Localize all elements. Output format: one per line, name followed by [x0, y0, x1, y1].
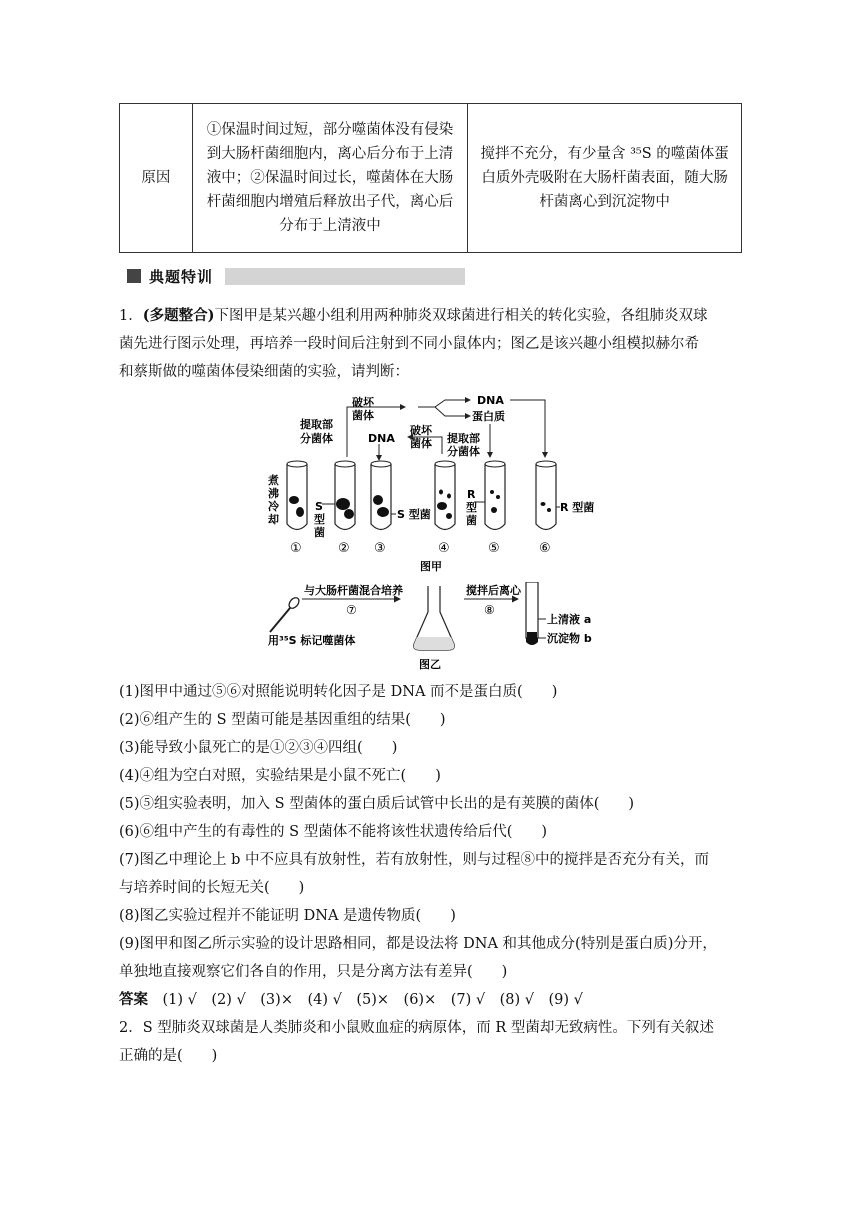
- tube-number-6: ⑥: [539, 541, 551, 556]
- label-r-type: R 型菌: [560, 501, 595, 514]
- step-8-num: ⑧: [484, 603, 495, 617]
- cause-table: [119, 103, 742, 253]
- label-sediment: 沉淀物 b: [547, 632, 592, 645]
- cell-line: 杆菌细胞内增殖后释放出子代，离心后: [206, 194, 454, 210]
- statement-8: (8)图乙实验过程并不能证明 DNA 是遗传物质( ): [119, 908, 456, 924]
- tube-number-5: ⑤: [488, 541, 500, 556]
- label-destroy-2: 破坏: [410, 424, 432, 437]
- flask-icon: [414, 586, 455, 650]
- q1-text: 和蔡斯做的噬菌体侵染细菌的实验，请判断：: [119, 364, 409, 380]
- tube-number-1: ①: [290, 541, 302, 556]
- tube-2: [335, 461, 355, 530]
- cell-line: 搅拌不充分，有少量含 ³⁵S 的噬菌体蛋: [480, 146, 729, 162]
- label-extract-2: 提取部: [447, 432, 480, 445]
- label-extract-2b: 分菌体: [447, 445, 480, 458]
- statement-1: (1)图甲中通过⑤⑥对照能说明转化因子是 DNA 而不是蛋白质( ): [119, 684, 558, 700]
- figure-jia: [260, 392, 600, 572]
- tube-4: [435, 461, 455, 530]
- label-dna-mid: DNA: [368, 432, 395, 445]
- step-8-label: 搅拌后离心: [466, 584, 521, 597]
- row-label: 原因: [120, 104, 193, 253]
- tube-number-2: ②: [338, 541, 350, 556]
- label-supernatant: 上清液 a: [547, 613, 592, 626]
- cell-line: 到大肠杆菌细胞内，离心后分布于上清: [206, 146, 454, 162]
- q1-text: 菌先进行图示处理，再培养一段时间后注射到不同小鼠体内；图乙是该兴趣小组模拟赫尔希: [119, 336, 699, 352]
- q1-tag: (多题整合): [142, 307, 215, 324]
- tube-1: [287, 461, 307, 530]
- tube-number-4: ④: [438, 541, 450, 556]
- tube-5: [485, 461, 505, 530]
- label-destroy-1: 破坏: [352, 396, 374, 409]
- label-r-type-v: R 型菌: [466, 488, 477, 527]
- cell-line: 液中；②保温时间过长，噬菌体在大肠: [206, 170, 454, 186]
- statement-5: (5)⑤组实验表明，加入 S 型菌体的蛋白质后试管中长出的是有荚膜的菌体( ): [119, 796, 635, 812]
- figure-caption-yi: 图乙: [419, 658, 441, 671]
- label-s-type-v: S 型菌: [314, 500, 325, 539]
- section-title: 典题特训: [149, 267, 214, 286]
- statement-3: (3)能导致小鼠死亡的是①②③④四组( ): [119, 740, 398, 756]
- cell-line: ①保温时间过短，部分噬菌体没有侵染: [206, 122, 454, 138]
- statement-4: (4)④组为空白对照，实验结果是小鼠不死亡( ): [119, 768, 441, 784]
- statement-2: (2)⑥组产生的 S 型菌可能是基因重组的结果( ): [119, 712, 446, 728]
- label-extract-1b: 分菌体: [300, 432, 333, 445]
- answer-text: (1) √ (2) √ (3)× (4) √ (5)× (6)× (7) √ (8) √ (9) √: [162, 992, 583, 1008]
- cell-line: 白质外壳吸附在大肠杆菌表面，随大肠: [481, 170, 728, 186]
- figure-yi: [264, 582, 604, 672]
- statement-9-cont: 单独地直接观察它们各自的作用，只是分离方法有差异( ): [119, 964, 508, 980]
- figure-caption-jia: 图甲: [420, 560, 442, 572]
- label-destroy-1b: 菌体: [352, 409, 374, 422]
- cause-cell-1: [192, 104, 468, 253]
- centrifuge-tube-icon: [526, 582, 538, 645]
- statement-9: (9)图甲和图乙所示实验的设计思路相同，都是设法将 DNA 和其他成分(特别是蛋白质)分开，: [119, 936, 717, 952]
- cause-cell-2: [468, 104, 742, 253]
- q1-text: 下图甲是某兴趣小组利用两种肺炎双球菌进行相关的转化实验，各组肺炎双球: [214, 308, 708, 324]
- label-dna-top: DNA: [477, 394, 504, 407]
- section-square-icon: [127, 269, 141, 283]
- q2-line: 2．S 型肺炎双球菌是人类肺炎和小鼠败血症的病原体，而 R 型菌却无致病性。下列有关叙述: [119, 1020, 714, 1036]
- cell-line: 杆菌离心到沉淀物中: [539, 194, 670, 210]
- label-protein: 蛋白质: [472, 410, 505, 423]
- q1-number: 1．: [119, 308, 143, 324]
- label-s-type: S 型菌: [397, 508, 431, 521]
- statement-list: [119, 678, 739, 1070]
- step-7-label: 与大肠杆菌混合培养: [304, 584, 403, 597]
- section-header: [127, 266, 465, 286]
- answer-label: 答案: [119, 992, 148, 1008]
- tube-3: [371, 461, 391, 530]
- label-extract-1: 提取部: [300, 418, 333, 431]
- cell-line: 分布于上清液中: [279, 218, 381, 234]
- step-7-num: ⑦: [346, 603, 357, 617]
- tube-number-3: ③: [374, 541, 386, 556]
- statement-6: (6)⑥组中产生的有毒性的 S 型菌体不能将该性状遗传给后代( ): [119, 824, 548, 840]
- q1-paragraph: [119, 302, 739, 386]
- statement-7-cont: 与培养时间的长短无关( ): [119, 880, 305, 896]
- label-phage: 用³⁵S 标记噬菌体: [268, 634, 356, 647]
- statement-7: (7)图乙中理论上 b 中不应具有放射性，若有放射性，则与过程⑧中的搅拌是否充分有关，而: [119, 852, 710, 868]
- label-destroy-2b: 菌体: [410, 437, 432, 450]
- tube-6: [536, 461, 556, 530]
- dropper-icon: [270, 596, 301, 632]
- label-boil: 煮沸冷却: [268, 474, 279, 526]
- answer-line: [119, 986, 739, 1014]
- section-bar: [225, 268, 465, 285]
- q2-line: 正确的是( ): [119, 1048, 218, 1064]
